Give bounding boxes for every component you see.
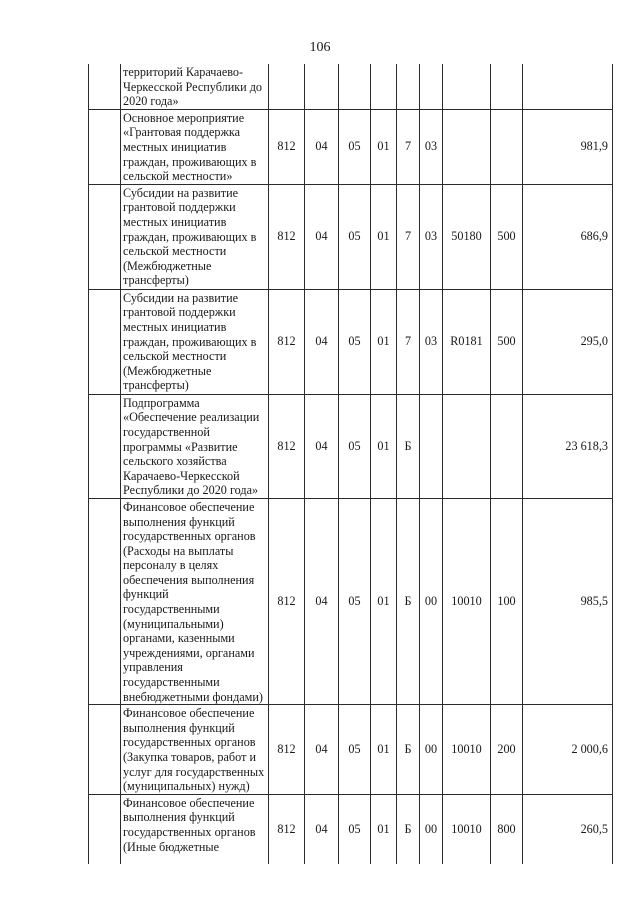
direction-code-cell: R0181: [443, 289, 491, 394]
direction-code-cell: 10010: [443, 498, 491, 704]
subprogram-code-cell: Б: [397, 394, 420, 498]
subprogram-code-cell: Б: [397, 705, 420, 795]
ministry-code-cell: 812: [269, 394, 305, 498]
expense-name-cell: территорий Карачаево-Черкесской Республики до 2020 года»: [121, 64, 269, 109]
subsection-code-cell: 05: [339, 184, 371, 289]
event-code-cell: 00: [420, 794, 443, 864]
table-row: [89, 109, 613, 184]
ministry-code-cell: 812: [269, 705, 305, 795]
amount-cell: [523, 64, 613, 109]
row-number-cell: [89, 64, 121, 109]
section-code-cell: 04: [305, 289, 339, 394]
table-row: [89, 705, 613, 795]
table-row: [89, 184, 613, 289]
expense-type-cell: [491, 64, 523, 109]
subprogram-code-cell: 7: [397, 109, 420, 184]
table-row: [89, 289, 613, 394]
amount-cell: 985,5: [523, 498, 613, 704]
budget-table: [88, 64, 613, 864]
page-number: 106: [309, 40, 331, 55]
section-code-cell: 04: [305, 705, 339, 795]
section-code-cell: 04: [305, 794, 339, 864]
expense-type-cell: 500: [491, 184, 523, 289]
program-code-cell: 01: [371, 794, 397, 864]
direction-code-cell: [443, 394, 491, 498]
subprogram-code-cell: Б: [397, 794, 420, 864]
amount-cell: 260,5: [523, 794, 613, 864]
amount-cell: 2 000,6: [523, 705, 613, 795]
row-number-cell: [89, 794, 121, 864]
table-row: [89, 394, 613, 498]
section-code-cell: [305, 64, 339, 109]
event-code-cell: [420, 64, 443, 109]
expense-type-cell: [491, 109, 523, 184]
expense-name-cell: Основное мероприятие «Грантовая поддержка местных инициатив граждан, проживающих в сельской местности»: [121, 109, 269, 184]
row-number-cell: [89, 705, 121, 795]
expense-type-cell: 100: [491, 498, 523, 704]
program-code-cell: 01: [371, 705, 397, 795]
amount-cell: 295,0: [523, 289, 613, 394]
expense-name-cell: Финансовое обеспечение выполнения функций государственных органов (Закупка товаров, работ и услуг для государственных (муниципальных) нужд): [121, 705, 269, 795]
expense-name-cell: Финансовое обеспечение выполнения функций государственных органов (Иные бюджетные: [121, 794, 269, 864]
table-row: [89, 498, 613, 704]
direction-code-cell: 50180: [443, 184, 491, 289]
expense-type-cell: 500: [491, 289, 523, 394]
row-number-cell: [89, 289, 121, 394]
ministry-code-cell: 812: [269, 794, 305, 864]
program-code-cell: 01: [371, 184, 397, 289]
expense-type-cell: 800: [491, 794, 523, 864]
subsection-code-cell: 05: [339, 289, 371, 394]
table-row: [89, 794, 613, 864]
subprogram-code-cell: 7: [397, 289, 420, 394]
event-code-cell: 03: [420, 289, 443, 394]
section-code-cell: 04: [305, 498, 339, 704]
subprogram-code-cell: Б: [397, 498, 420, 704]
section-code-cell: 04: [305, 184, 339, 289]
amount-cell: 981,9: [523, 109, 613, 184]
expense-name-cell: Субсидии на развитие грантовой поддержки местных инициатив граждан, проживающих в сельской местности (Межбюджетные трансферты): [121, 184, 269, 289]
event-code-cell: 03: [420, 109, 443, 184]
expense-name-cell: Подпрограмма «Обеспечение реализации государственной программы «Развитие сельского хозяйства Карачаево-Черкесской Республики до 2020 года»: [121, 394, 269, 498]
ministry-code-cell: [269, 64, 305, 109]
row-number-cell: [89, 184, 121, 289]
direction-code-cell: [443, 64, 491, 109]
ministry-code-cell: 812: [269, 184, 305, 289]
direction-code-cell: 10010: [443, 705, 491, 795]
event-code-cell: [420, 394, 443, 498]
program-code-cell: 01: [371, 109, 397, 184]
subsection-code-cell: [339, 64, 371, 109]
subsection-code-cell: 05: [339, 394, 371, 498]
program-code-cell: 01: [371, 289, 397, 394]
direction-code-cell: [443, 109, 491, 184]
amount-cell: 686,9: [523, 184, 613, 289]
program-code-cell: [371, 64, 397, 109]
event-code-cell: 00: [420, 498, 443, 704]
program-code-cell: 01: [371, 394, 397, 498]
table-row: [89, 64, 613, 109]
expense-name-cell: Финансовое обеспечение выполнения функций государственных органов (Расходы на выплаты персоналу в целях обеспечения выполнения функций государственными (муниципальными) органами, казенными учреждениями, органами управления государственными внебюджетными фондами): [121, 498, 269, 704]
expense-type-cell: 200: [491, 705, 523, 795]
ministry-code-cell: 812: [269, 109, 305, 184]
row-number-cell: [89, 109, 121, 184]
expense-name-cell: Субсидии на развитие грантовой поддержки местных инициатив граждан, проживающих в сельской местности (Межбюджетные трансферты): [121, 289, 269, 394]
section-code-cell: 04: [305, 109, 339, 184]
row-number-cell: [89, 394, 121, 498]
subsection-code-cell: 05: [339, 794, 371, 864]
subsection-code-cell: 05: [339, 498, 371, 704]
event-code-cell: 00: [420, 705, 443, 795]
subsection-code-cell: 05: [339, 705, 371, 795]
expense-type-cell: [491, 394, 523, 498]
amount-cell: 23 618,3: [523, 394, 613, 498]
ministry-code-cell: 812: [269, 498, 305, 704]
subprogram-code-cell: [397, 64, 420, 109]
section-code-cell: 04: [305, 394, 339, 498]
row-number-cell: [89, 498, 121, 704]
subprogram-code-cell: 7: [397, 184, 420, 289]
program-code-cell: 01: [371, 498, 397, 704]
event-code-cell: 03: [420, 184, 443, 289]
ministry-code-cell: 812: [269, 289, 305, 394]
subsection-code-cell: 05: [339, 109, 371, 184]
direction-code-cell: 10010: [443, 794, 491, 864]
